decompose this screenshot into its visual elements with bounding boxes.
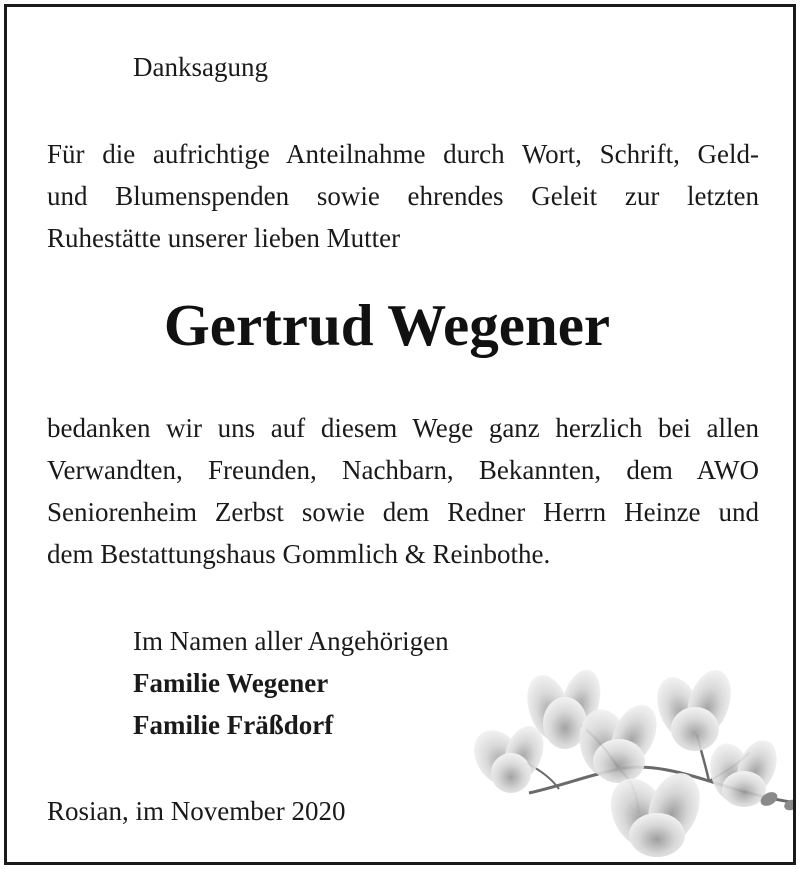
thanks-line: dem Bestattungshaus Gommlich & Reinbothe.	[47, 539, 551, 569]
intro-line: Für die aufrichtige Anteilnahme durch Wort, Schrift, Geld-	[47, 139, 759, 169]
intro-paragraph	[47, 133, 759, 259]
place-date: Rosian, im November 2020	[47, 796, 346, 826]
thanks-paragraph	[47, 407, 759, 575]
intro-line: Ruhestätte unserer lieben Mutter	[47, 223, 401, 253]
signature-intro: Im Namen aller Angehörigen	[133, 626, 449, 656]
notice-frame	[4, 4, 796, 865]
deceased-name: Gertrud Wegener	[163, 292, 611, 358]
magnolia-branch-icon	[469, 663, 796, 863]
family-name: Familie Wegener	[133, 668, 329, 698]
notice-heading: Danksagung	[133, 52, 268, 82]
intro-line: und Blumenspenden sowie ehrendes Geleit zur letzten	[47, 181, 759, 211]
thanks-line: bedanken wir uns auf diesem Wege ganz herzlich bei allen	[47, 413, 759, 443]
thanks-line: Verwandten, Freunden, Nachbarn, Bekannten, dem AWO	[47, 455, 759, 485]
thanks-line: Seniorenheim Zerbst sowie dem Redner Herrn Heinze und	[47, 497, 759, 527]
family-name: Familie Fräßdorf	[133, 710, 334, 740]
